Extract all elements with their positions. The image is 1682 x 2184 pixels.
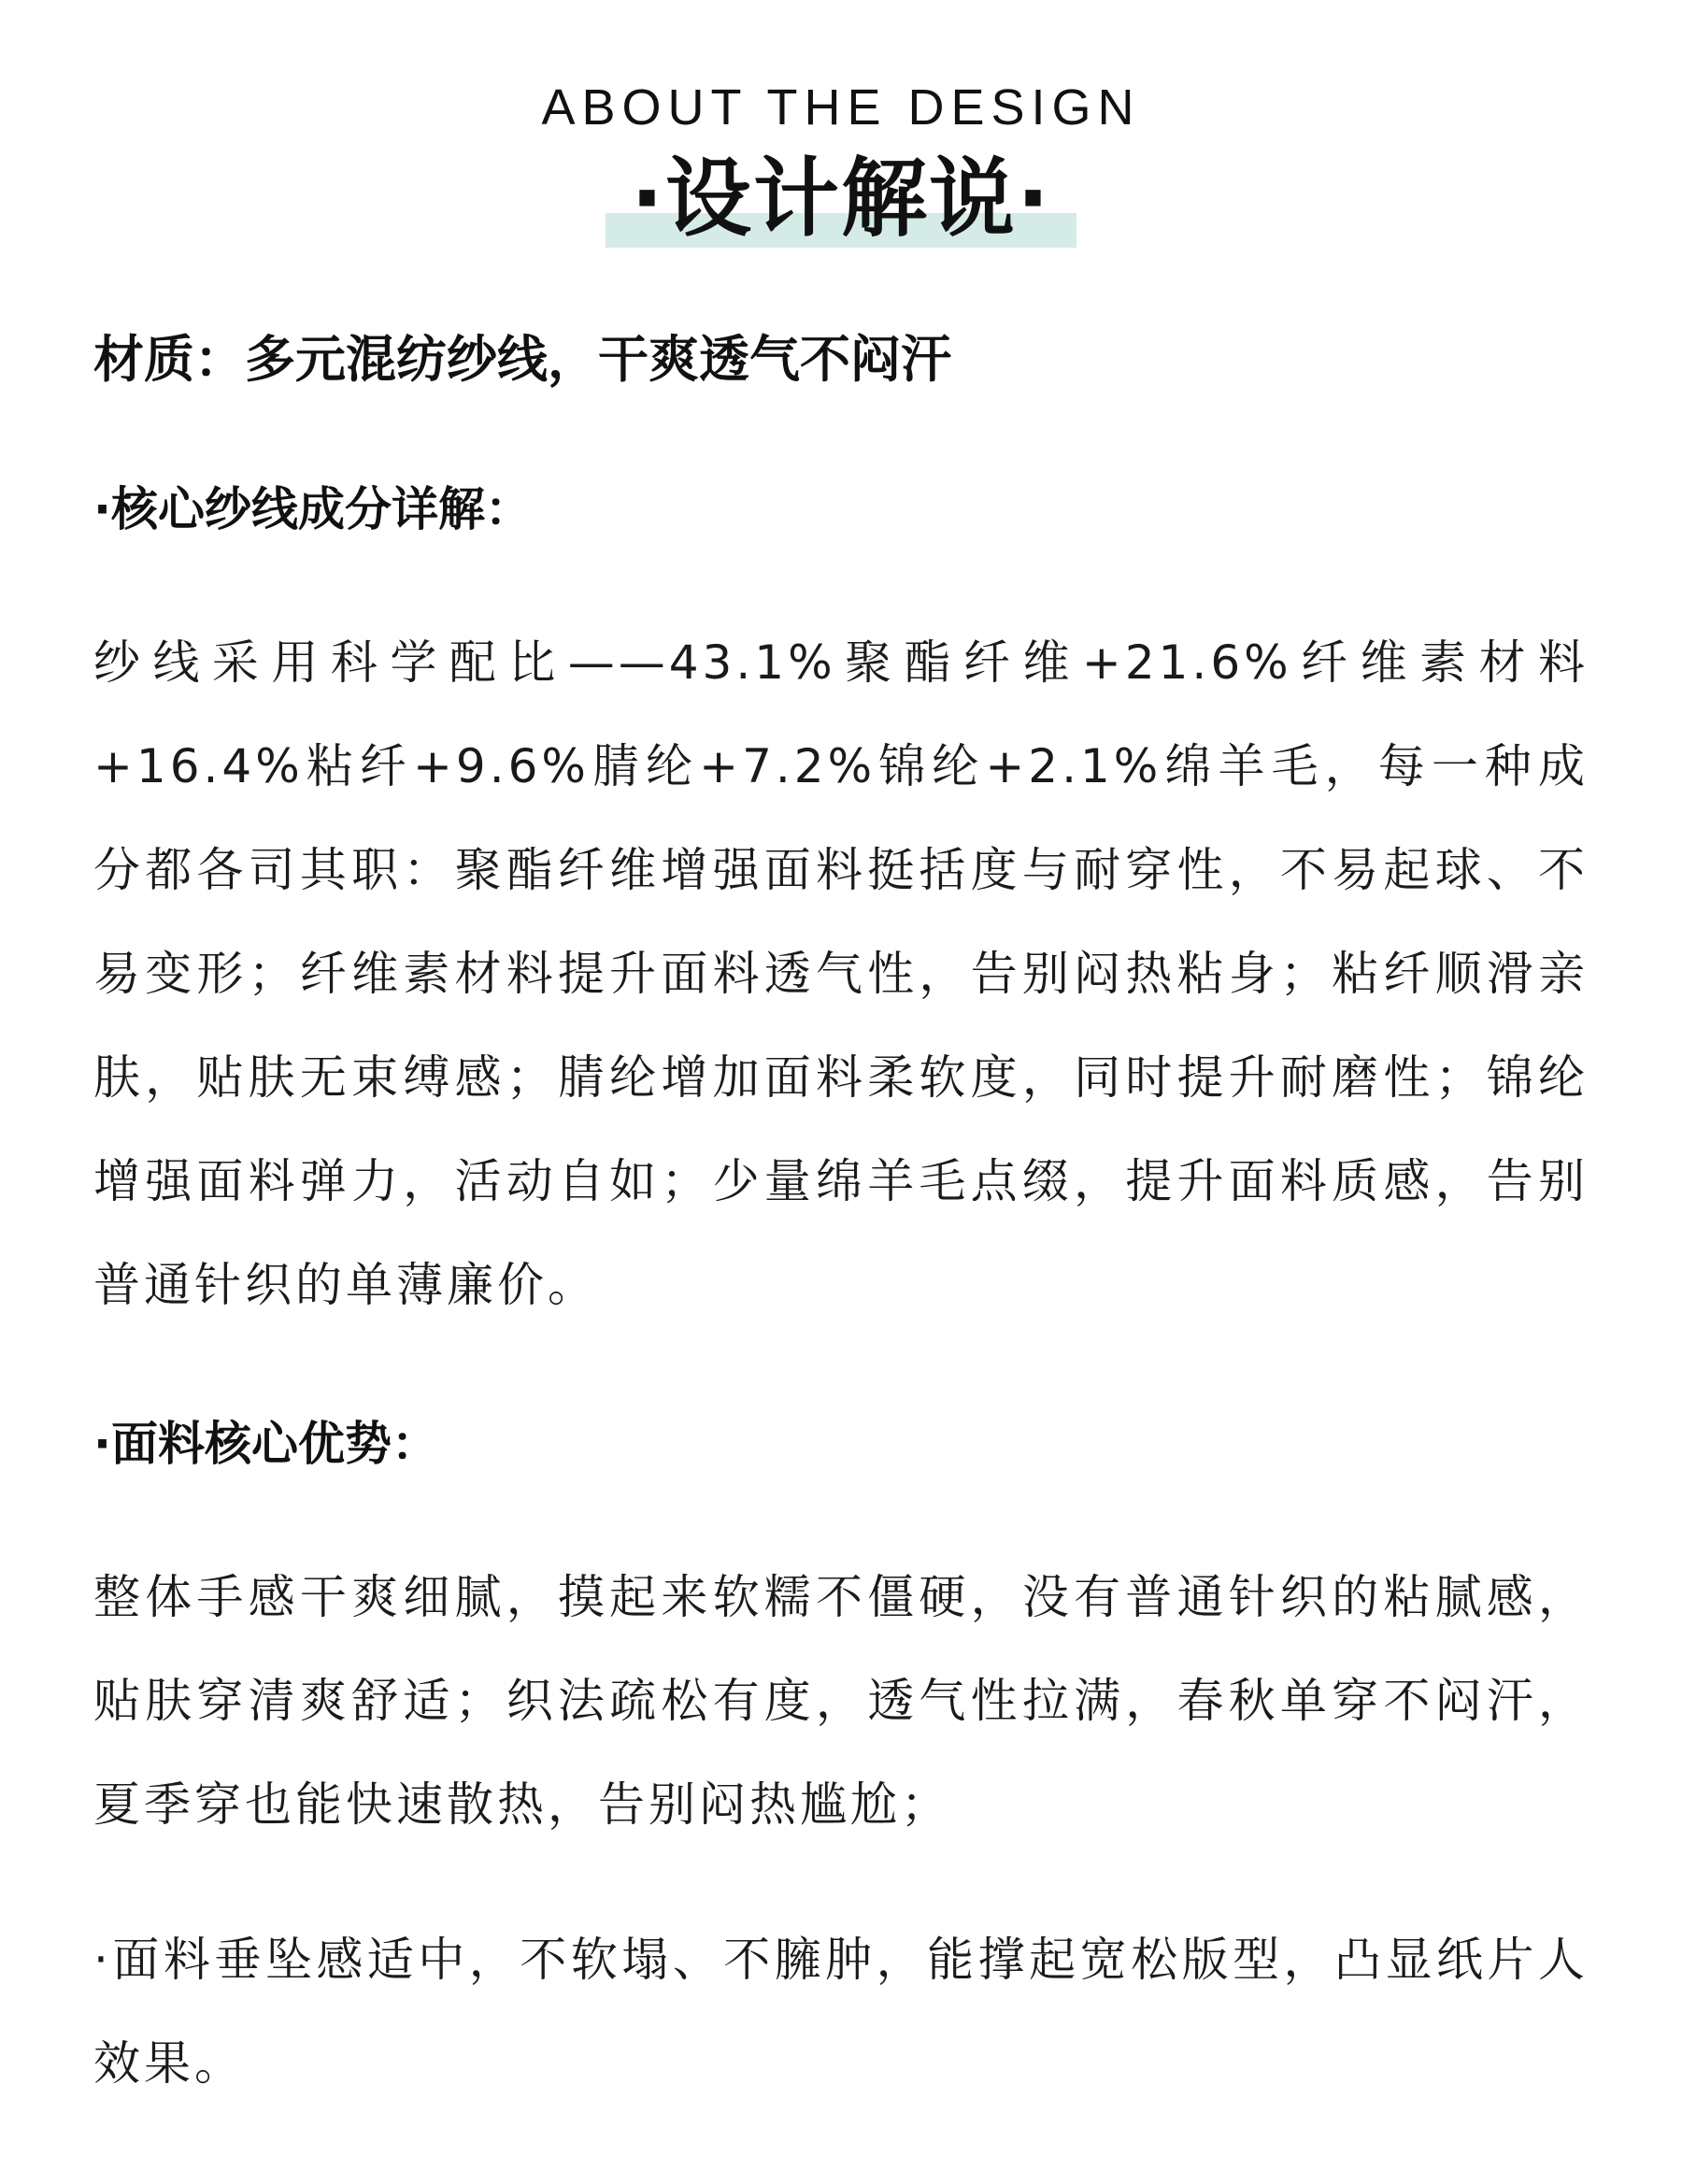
drape-paragraph-block (93, 1908, 1589, 2116)
title-block (0, 150, 1682, 252)
header-subtitle: ABOUT THE DESIGN (541, 79, 1141, 136)
drape-paragraph: ·面料垂坠感适中，不软塌、不臃肿，能撑起宽松版型，凸显纸片人效果。 (93, 1933, 1589, 2091)
advantage-section (93, 1411, 1589, 1477)
yarn-section (93, 477, 1589, 542)
material-heading: 材质：多元混纺纱线，干爽透气不闷汗 (93, 330, 951, 389)
advantage-section-heading: ·面料核心优势： (93, 1417, 438, 1471)
material-block (93, 327, 1589, 393)
page-header (0, 75, 1682, 252)
yarn-section-heading: ·核心纱线成分详解： (93, 482, 532, 536)
page-title: ·设计解说· (631, 149, 1051, 249)
advantage-paragraph: 整体手感干爽细腻，摸起来软糯不僵硬，没有普通针织的粘腻感，贴肤穿清爽舒适；织法疏松有度，透气性拉满，春秋单穿不闷汗，夏季穿也能快速散热，告别闷热尴尬； (93, 1570, 1589, 1832)
yarn-paragraph-block (93, 611, 1589, 1337)
advantage-paragraph-block (93, 1546, 1589, 1857)
yarn-composition-paragraph: 纱线采用科学配比——43.1%聚酯纤维+21.6%纤维素材料+16.4%粘纤+9.6%腈纶+7.2%锦纶+2.1%绵羊毛，每一种成分都各司其职：聚酯纤维增强面料挺括度与耐穿性，不易起球、不易变形；纤维素材料提升面料透气性，告别闷热粘身；粘纤顺滑亲肤，贴肤无束缚感；腈纶增加面料柔软度，同时提升耐磨性；锦纶增强面料弹力，活动自如；少量绵羊毛点缀，提升面料质感，告别普通针织的单薄廉价。 (93, 635, 1589, 1312)
